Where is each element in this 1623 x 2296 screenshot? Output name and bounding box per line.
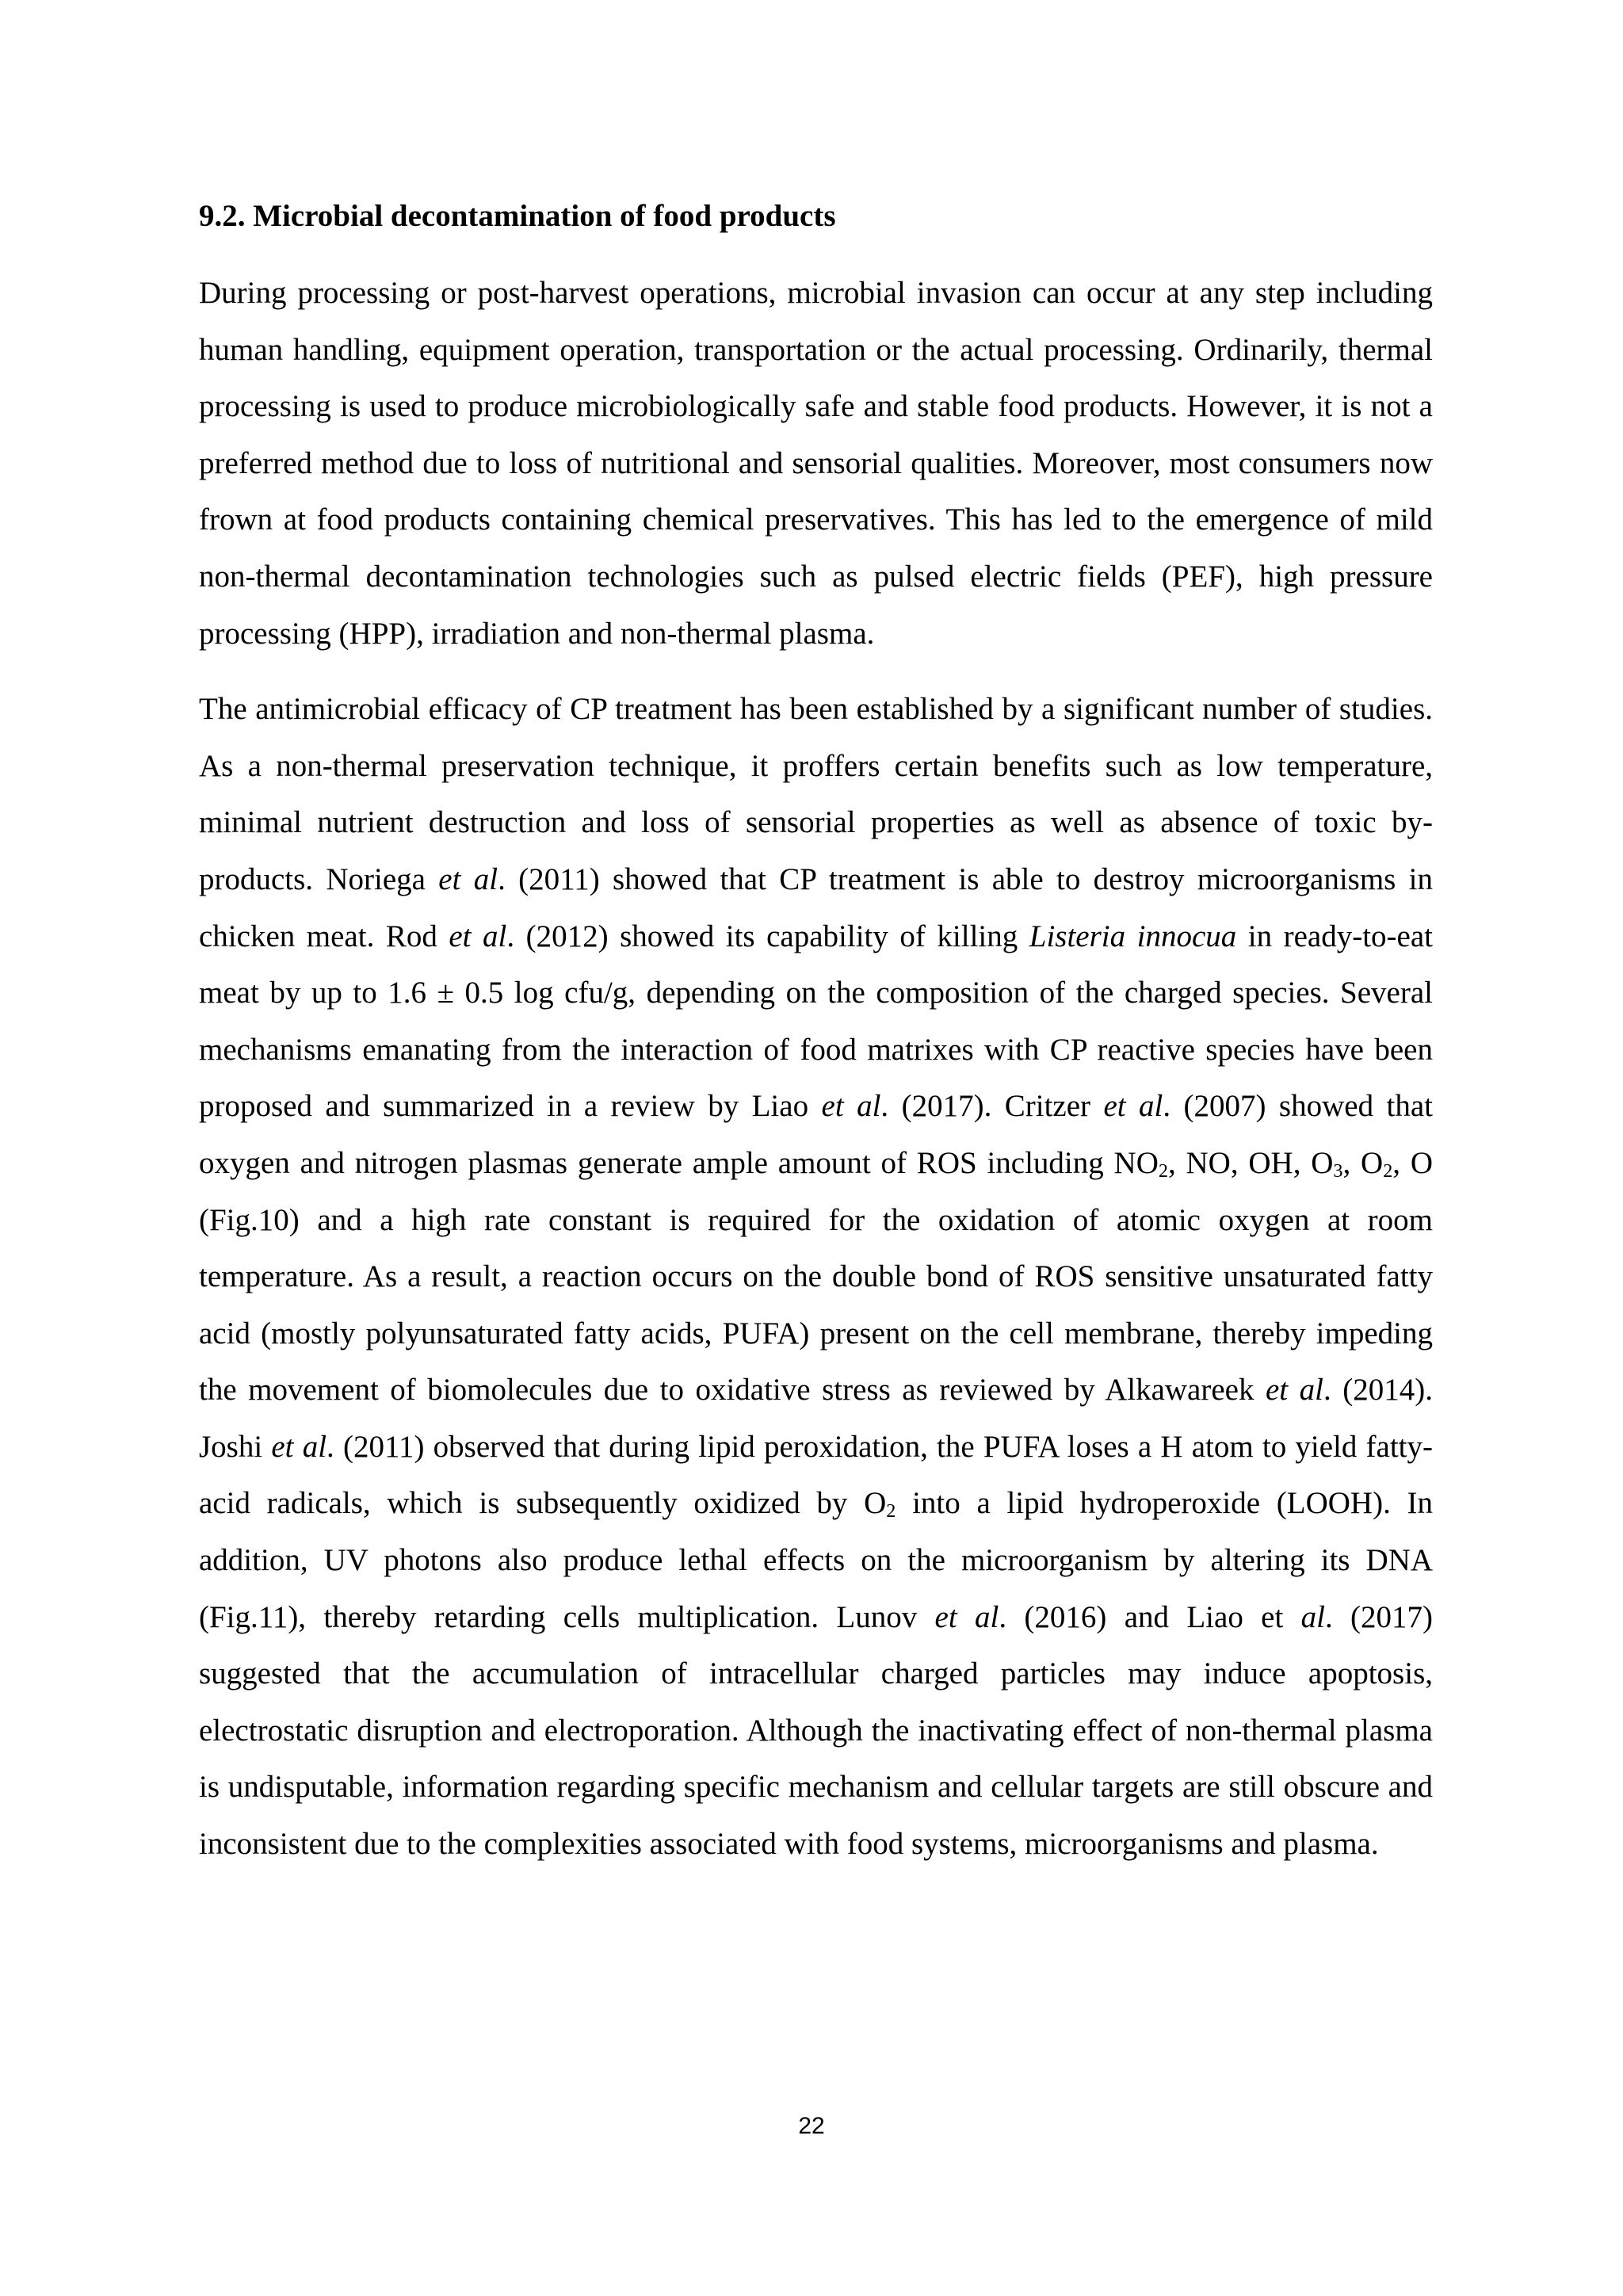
- text-run: The antimicrobial efficacy of CP treatment has been established by a significant number of studies. As a non-thermal preservation technique, it proffers certain benefits such as low temperature, minimal nutrient destruction and loss of sensorial properties as well as absence of toxic by-products. Noriega: [199, 692, 1433, 896]
- text-run: , O (Fig.10) and a high rate constant is required for the oxidation of atomic oxygen at room temperature. As a result, a reaction occurs on the double bond of ROS sensitive unsaturated fatty acid (mostly polyunsaturated fatty acids, PUFA) present on the cell membrane, thereby impeding the movement of biomolecules due to oxidative stress as reviewed by Alkawareek: [199, 1145, 1433, 1408]
- text-run: . (2014). Joshi: [199, 1373, 1433, 1464]
- citation-et-al: et al: [449, 919, 507, 953]
- text-run: . (2011) observed that during lipid peroxidation, the PUFA loses a H atom to yield fatty-acid radicals, which is subsequently oxidized by O: [199, 1429, 1433, 1521]
- page-number: 22: [798, 2113, 825, 2139]
- citation-et-al: et al: [1103, 1089, 1163, 1124]
- subscript: 3: [1333, 1159, 1343, 1182]
- text-run: , NO, OH, O: [1167, 1145, 1334, 1180]
- text-run: into a lipid hydroperoxide (LOOH). In addition, UV photons also produce lethal effects on the microorganism by altering its DNA (Fig.11), thereby retarding cells multiplication. Lunov: [199, 1486, 1433, 1634]
- citation-et-al: et al: [271, 1429, 327, 1464]
- citation-et-al: et al: [934, 1599, 999, 1634]
- text-run: in ready-to-eat meat by up to 1.6 ± 0.5 log cfu/g, depending on the composition of the charged species. Several mechanisms emanating from the interaction of food matrixes with CP reactive species have been proposed and summarized in a review by Liao: [199, 919, 1433, 1124]
- subscript: 2: [1158, 1159, 1168, 1182]
- citation-et-al: et al: [1266, 1373, 1323, 1408]
- paragraph-antimicrobial-efficacy: [199, 681, 1433, 1872]
- section-heading: 9.2. Microbial decontamination of food products: [199, 199, 836, 233]
- citation-et-al: et al: [821, 1089, 881, 1124]
- text-run: . (2016) and Liao et: [999, 1599, 1301, 1634]
- citation-et-al: et al: [438, 861, 498, 896]
- page-content: [199, 190, 1433, 1892]
- species-name: Listeria innocua: [1029, 919, 1237, 953]
- text-run: . (2012) showed its capability of killing: [506, 919, 1029, 953]
- text-run: . (2007) showed that oxygen and nitrogen plasmas generate ample amount of ROS including NO: [199, 1089, 1433, 1180]
- text-run: , O: [1342, 1145, 1384, 1180]
- text-run: . (2017). Critzer: [880, 1089, 1104, 1124]
- text-run: . (2017) suggested that the accumulation of intracellular charged particles may induce apoptosis, electrostatic disruption and electroporation. Although the inactivating effect of non-thermal plasma is undisputable, information regarding specific mechanism and cellular targets are still obscure and inconsistent due to the complexities associated with food systems, microorganisms and plasma.: [199, 1599, 1434, 1862]
- subscript: 2: [1383, 1159, 1393, 1182]
- subscript: 2: [886, 1500, 896, 1522]
- paragraph-decontamination-intro: During processing or post-harvest operations, microbial invasion can occur at any step including human handling, equipment operation, transportation or the actual processing. Ordinarily, thermal processing is used to produce microbiologically safe and stable food products. However, it is not a preferred method due to loss of nutritional and sensorial qualities. Moreover, most consumers now frown at food products containing chemical preservatives. This has led to the emergence of mild non-thermal decontamination technologies such as pulsed electric fields (PEF), high pressure processing (HPP), irradiation and non-thermal plasma.: [199, 276, 1433, 651]
- citation-al: al: [1300, 1599, 1325, 1634]
- text-run: . (2011) showed that CP treatment is able to destroy microorganisms in chicken meat. Rod: [199, 861, 1433, 953]
